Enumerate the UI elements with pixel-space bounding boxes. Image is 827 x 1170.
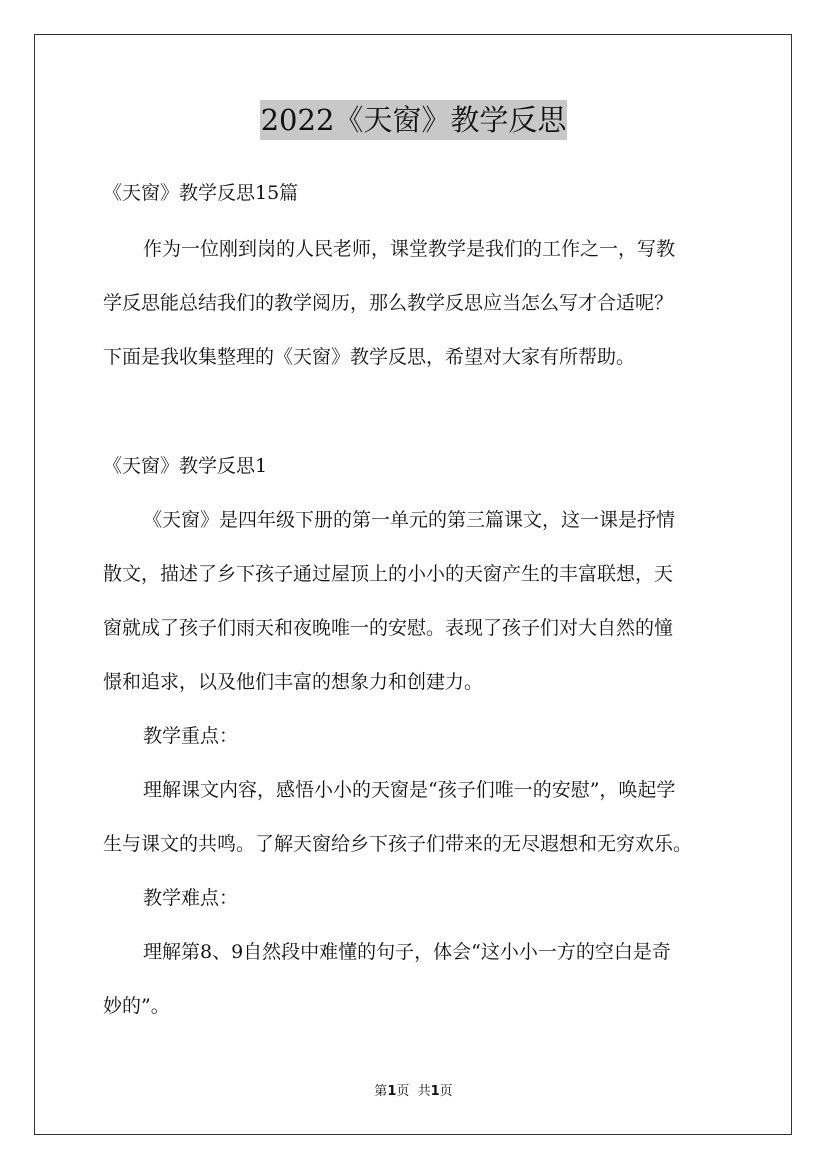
paragraph-line: 憬和追求，以及他们丰富的想象力和创建力。	[103, 671, 484, 693]
footer-prefix: 第	[374, 1084, 388, 1099]
teaching-focus-label: 教学重点：	[143, 725, 239, 747]
paragraph-line: 作为一位刚到岗的人民老师，课堂教学是我们的工作之一，写教	[143, 238, 676, 260]
title-container	[0, 100, 827, 140]
section-heading: 《天窗》教学反思1	[103, 455, 268, 477]
teaching-difficulty-label: 教学难点：	[143, 887, 239, 909]
article-subtitle: 《天窗》教学反思15篇	[103, 182, 299, 204]
document-title: 2022《天窗》教学反思	[260, 100, 568, 140]
paragraph-line: 理解课文内容，感悟小小的天窗是“孩子们唯一的安慰”，唤起学	[143, 779, 676, 801]
footer-suffix: 页	[439, 1084, 453, 1099]
footer-current-page: 1	[387, 1084, 397, 1099]
paragraph-line: 生与课文的共鸣。了解天窗给乡下孩子们带来的无尽遐想和无穷欢乐。	[103, 833, 693, 855]
paragraph-line: 妙的”。	[103, 995, 170, 1017]
page-footer	[0, 1083, 827, 1101]
footer-total-pages: 1	[430, 1084, 440, 1099]
paragraph-line: 《天窗》是四年级下册的第一单元的第三篇课文，这一课是抒情	[143, 509, 676, 531]
paragraph-line: 散文，描述了乡下孩子通过屋顶上的小小的天窗产生的丰富联想，天	[103, 563, 674, 585]
paragraph-line: 下面是我收集整理的《天窗》教学反思，希望对大家有所帮助。	[103, 346, 636, 368]
paragraph-line: 理解第8、9自然段中难懂的句子，体会“这小小一方的空白是奇	[143, 941, 671, 963]
paragraph-line: 学反思能总结我们的教学阅历，那么教学反思应当怎么写才合适呢？	[103, 292, 674, 314]
footer-mid: 页 共	[396, 1084, 431, 1099]
paragraph-line: 窗就成了孩子们雨天和夜晚唯一的安慰。表现了孩子们对大自然的憧	[103, 617, 674, 639]
